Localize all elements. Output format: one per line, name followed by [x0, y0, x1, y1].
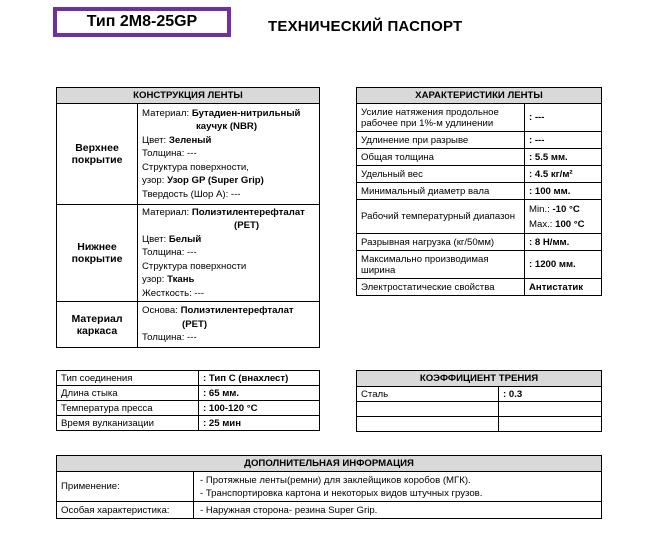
bottom-cover-details: Материал: Полиэтилентерефталат (PET) Цвет: Белый Толщина: --- Структура поверхности узор: Ткань Жесткость: ---	[138, 205, 320, 302]
construction-table	[56, 87, 320, 348]
application-label: Применение:	[57, 472, 194, 502]
additional-info-table	[56, 455, 602, 519]
belt-type-label: Тип 2М8-25GP	[86, 13, 198, 30]
feature-value: - Наружная сторона- резина Super Grip.	[194, 502, 602, 519]
char-name: Усилие натяжения продольное рабочее при 1%-м удлинении	[357, 104, 525, 132]
char-name: Разрывная нагрузка (кг/50мм)	[357, 234, 525, 251]
friction-material: Сталь	[357, 387, 499, 402]
joint-value: : 100-120 °C	[199, 401, 320, 416]
feature-label: Особая характеристика:	[57, 502, 194, 519]
char-name: Рабочий температурный диапазон	[357, 200, 525, 234]
char-value: : 1200 мм.	[525, 251, 602, 279]
char-name: Минимальный диаметр вала	[357, 183, 525, 200]
characteristics-title: ХАРАКТЕРИСТИКИ ЛЕНТЫ	[357, 88, 602, 104]
joint-name: Температура пресса	[57, 401, 199, 416]
friction-value: : 0.3	[499, 387, 602, 402]
friction-value	[499, 402, 602, 417]
friction-material	[357, 402, 499, 417]
application-item: - Транспортировка картона и некоторых видов штучных грузов.	[200, 487, 483, 499]
document-title: ТЕХНИЧЕСКИЙ ПАСПОРТ	[268, 18, 463, 35]
char-value-temperature: Min.: -10 °C Max.: 100 °C	[525, 200, 602, 234]
top-cover-details: Материал: Бутадиен-нитрильный каучук (NBR) Цвет: Зеленый Толщина: --- Структура поверхности, узор: Узор GP (Super Grip) Твердость (Шор А): ---	[138, 104, 320, 205]
char-value: : 4.5 кг/м²	[525, 166, 602, 183]
char-value: Антистатик	[525, 279, 602, 296]
joint-value: : 65 мм.	[199, 386, 320, 401]
construction-title: КОНСТРУКЦИЯ ЛЕНТЫ	[57, 88, 320, 104]
application-list	[194, 472, 602, 502]
top-cover-label: Верхнее покрытие	[57, 104, 138, 205]
joint-name: Длина стыка	[57, 386, 199, 401]
char-name: Общая толщина	[357, 149, 525, 166]
char-value: : 8 Н/мм.	[525, 234, 602, 251]
joint-name: Время вулканизации	[57, 416, 199, 431]
bottom-cover-label: Нижнее покрытие	[57, 205, 138, 302]
char-value: : 100 мм.	[525, 183, 602, 200]
joint-table	[56, 370, 320, 431]
joint-value: : Тип С (внахлест)	[199, 371, 320, 386]
friction-material	[357, 417, 499, 432]
carcass-details: Основа: Полиэтилентерефталат (PET) Толщина: ---	[138, 302, 320, 348]
char-name: Максимально производимая ширина	[357, 251, 525, 279]
char-value: : ---	[525, 132, 602, 149]
char-value: : ---	[525, 104, 602, 132]
additional-title: ДОПОЛНИТЕЛЬНАЯ ИНФОРМАЦИЯ	[57, 456, 602, 472]
joint-name: Тип соединения	[57, 371, 199, 386]
belt-type-box	[53, 7, 231, 37]
char-name: Удлинение при разрыве	[357, 132, 525, 149]
char-name: Электростатические свойства	[357, 279, 525, 296]
characteristics-table	[356, 87, 602, 296]
char-value: : 5.5 мм.	[525, 149, 602, 166]
friction-table	[356, 370, 602, 432]
application-item: - Протяжные ленты(ремни) для заклейщиков коробов (МГК).	[200, 474, 471, 486]
carcass-label: Материал каркаса	[57, 302, 138, 348]
char-name: Удельный вес	[357, 166, 525, 183]
friction-value	[499, 417, 602, 432]
joint-value: : 25 мин	[199, 416, 320, 431]
friction-title: КОЭФФИЦИЕНТ ТРЕНИЯ	[357, 371, 602, 387]
